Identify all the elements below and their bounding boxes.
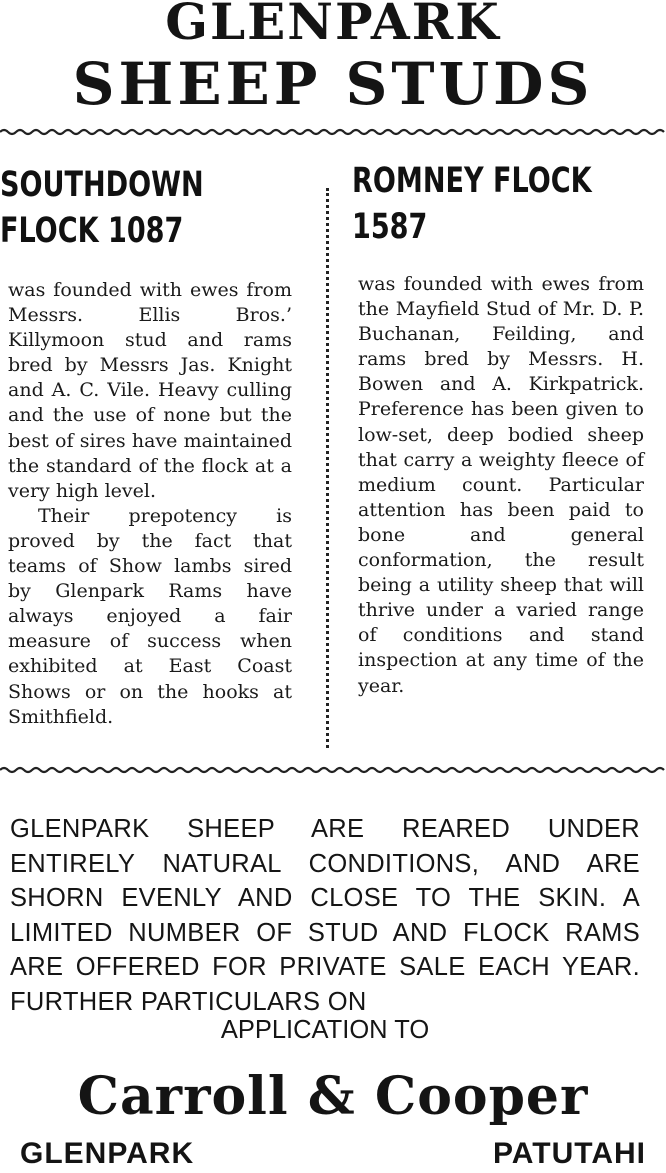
sale-notice: GLENPARK SHEEP ARE REARED UNDER ENTIRELY NATURAL CONDITIONS, AND ARE SHORN EVENLY AND CLOSE TO THE SKIN. A LIMITED NUMBER OF STUD AND FLOCK RAMS ARE OFFERED FOR PRIVATE SALE EACH YEAR. FURTHER PARTICULARS ON — [10, 815, 640, 1016]
column-divider — [326, 188, 329, 748]
wavy-rule-top — [0, 128, 666, 136]
romney-paragraph-1: was founded with ewes from the Mayfield Stud of Mr. D. P. Buchanan, Feilding, and rams bred by Messrs. H. Bowen and A. Kirkpatrick. Preference has been given to low-set, deep bodied sheep that carry a weighty fleece of medium count. Particular attention has been paid to bone and general conformation, the result being a utility sheep that will thrive under a varied range of conditions and stand inspection at any time of the year. — [358, 273, 644, 697]
romney-body — [358, 272, 644, 699]
wavy-rule-middle — [0, 766, 666, 774]
southdown-body — [8, 278, 292, 730]
southdown-paragraph-2: Their prepotency is proved by the fact that teams of Show lambs sired by Glenpark Rams have always enjoyed a fair measure of success when exhibited at East Coast Shows or on the hooks at Smithfield. — [8, 504, 292, 728]
southdown-heading-line2: FLOCK 1087 — [0, 211, 184, 251]
southdown-paragraph-1: was founded with ewes from Messrs. Ellis Bros.’ Killymoon stud and rams bred by Messrs Jas. Knight and A. C. Vile. Heavy culling and the use of none but the best of sires have maintained the standard of the flock at a very high level. — [8, 279, 292, 502]
southdown-heading — [0, 162, 204, 254]
romney-heading-line1: ROMNEY FLOCK — [352, 161, 592, 201]
romney-heading-line2: 1587 — [352, 207, 428, 247]
romney-heading — [352, 158, 592, 250]
place-patutahi: PATUTAHI — [493, 1137, 646, 1170]
title-sheep-studs: SHEEP STUDS — [72, 50, 594, 118]
southdown-heading-line1: SOUTHDOWN — [0, 165, 204, 205]
title-glenpark: GLENPARK — [165, 0, 501, 51]
sale-notice-last-line: APPLICATION TO — [220, 1016, 430, 1044]
firm-name: Carroll & Cooper — [77, 1066, 589, 1127]
place-glenpark: GLENPARK — [20, 1137, 195, 1170]
